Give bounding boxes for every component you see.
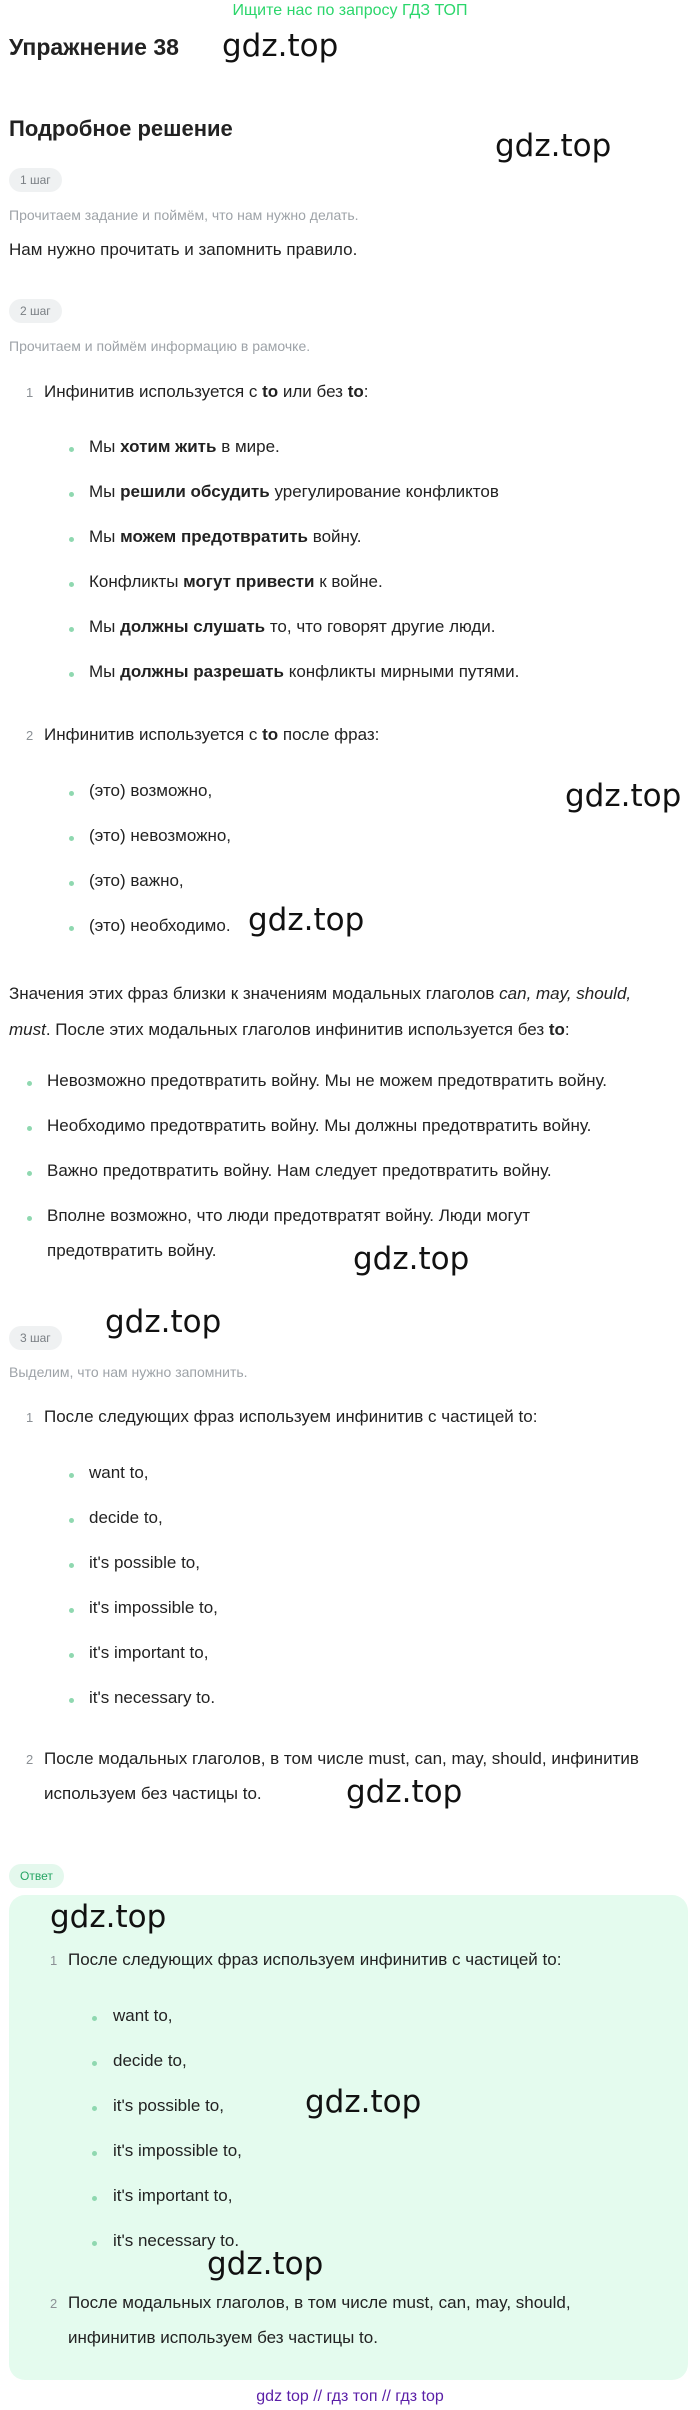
list-number: 1 — [26, 385, 34, 400]
list-item: want to, — [113, 2006, 173, 2025]
bullet — [92, 2241, 97, 2246]
section-title: Подробное решение — [9, 116, 233, 141]
footer-links[interactable]: gdz top // гдз топ // гдз top — [256, 2388, 444, 2405]
bullet — [92, 2106, 97, 2111]
bullet — [92, 2016, 97, 2021]
list-item-continued: предотвратить войну. — [47, 1241, 217, 1260]
list-item: Мы должны разрешать конфликты мирными путями. — [89, 662, 520, 681]
watermark: gdz.top — [50, 1899, 167, 1935]
modals-paragraph: Значения этих фраз близки к значениям модальных глаголов can, may, should, must. После этих модальных глаголов инфинитив используется без to: — [9, 984, 632, 1039]
watermark: gdz.top — [305, 2084, 422, 2120]
bullet — [27, 1171, 32, 1176]
rule-2-text-continued: используем без частицы to. — [44, 1784, 262, 1803]
step-1-hint: Прочитаем задание и поймём, что нам нужно делать. — [9, 207, 359, 223]
watermark: gdz.top — [346, 1774, 463, 1810]
list-item: (это) важно, — [89, 871, 184, 890]
bullet — [69, 537, 74, 542]
answer-rule-1-text: После следующих фраз используем инфинитив с частицей to: — [68, 1950, 562, 1969]
bullet — [27, 1126, 32, 1131]
list-item: it's important to, — [89, 1643, 209, 1662]
bullet — [69, 926, 74, 931]
rule-2-text: Инфинитив используется с to после фраз: — [44, 725, 380, 744]
list-number: 1 — [26, 1410, 34, 1425]
list-item: it's necessary to. — [113, 2231, 240, 2250]
list-item: it's impossible to, — [89, 1598, 218, 1617]
list-item: (это) невозможно, — [89, 826, 232, 845]
list-item: decide to, — [89, 1508, 163, 1527]
bullet — [69, 1563, 74, 1568]
watermark: gdz.top — [207, 2246, 324, 2282]
bullet — [69, 1473, 74, 1478]
list-item: it's impossible to, — [113, 2141, 242, 2160]
bullet — [92, 2151, 97, 2156]
bullet — [69, 836, 74, 841]
bullet — [92, 2196, 97, 2201]
watermark: gdz.top — [248, 902, 365, 938]
exercise-title: Упражнение 38 — [9, 34, 179, 60]
list-item: Мы решили обсудить урегулирование конфликтов — [89, 482, 499, 501]
bullet — [27, 1081, 32, 1086]
rule-1-text: Инфинитив используется с to или без to: — [44, 382, 369, 401]
step-2-badge: 2 шаг — [9, 299, 62, 323]
bullet — [69, 672, 74, 677]
bullet — [27, 1216, 32, 1221]
bullet — [92, 2061, 97, 2066]
list-item: Мы хотим жить в мире. — [89, 437, 280, 456]
bullet — [69, 791, 74, 796]
watermark: gdz.top — [495, 128, 612, 164]
bullet — [69, 582, 74, 587]
list-item: (это) необходимо. — [89, 916, 231, 935]
answer-badge: Ответ — [9, 1864, 64, 1888]
list-item: want to, — [89, 1463, 149, 1482]
rule-1-text: После следующих фраз используем инфинитив с частицей to: — [44, 1407, 538, 1426]
step-1-badge: 1 шаг — [9, 168, 62, 192]
bullet — [69, 881, 74, 886]
list-item: Необходимо предотвратить войну. Мы должны предотвратить войну. — [47, 1116, 592, 1135]
watermark: gdz.top — [222, 28, 339, 64]
list-number: 2 — [26, 1752, 34, 1767]
answer-rule-2-text-continued: инфинитив используем без частицы to. — [68, 2328, 378, 2347]
list-number: 1 — [50, 1953, 58, 1968]
list-item: it's important to, — [113, 2186, 233, 2205]
list-number: 2 — [26, 728, 34, 743]
step-3-hint: Выделим, что нам нужно запомнить. — [9, 1364, 248, 1380]
bullet — [69, 1518, 74, 1523]
list-number: 2 — [50, 2296, 58, 2311]
list-item: Мы можем предотвратить войну. — [89, 527, 362, 546]
bullet — [69, 1608, 74, 1613]
step-2-hint: Прочитаем и поймём информацию в рамочке. — [9, 338, 311, 354]
list-item: decide to, — [113, 2051, 187, 2070]
bullet — [69, 492, 74, 497]
list-item: it's necessary to. — [89, 1688, 216, 1707]
bullet — [69, 1653, 74, 1658]
list-item: Конфликты могут привести к войне. — [89, 572, 383, 591]
step-1-text: Нам нужно прочитать и запомнить правило. — [9, 240, 358, 259]
bullet — [69, 447, 74, 452]
list-item: (это) возможно, — [89, 781, 213, 800]
bullet — [69, 627, 74, 632]
watermark: gdz.top — [105, 1304, 222, 1340]
bullet — [69, 1698, 74, 1703]
step-3-badge: 3 шаг — [9, 1326, 62, 1350]
list-item: Мы должны слушать то, что говорят другие люди. — [89, 617, 496, 636]
rule-2-text: После модальных глаголов, в том числе must, can, may, should, инфинитив — [44, 1749, 639, 1768]
list-item: Вполне возможно, что люди предотвратят войну. Люди могут — [47, 1206, 531, 1225]
watermark: gdz.top — [353, 1241, 470, 1277]
list-item: Невозможно предотвратить войну. Мы не можем предотвратить войну. — [47, 1071, 607, 1090]
list-item: it's possible to, — [113, 2096, 224, 2115]
list-item: Важно предотвратить войну. Нам следует предотвратить войну. — [47, 1161, 552, 1180]
list-item: it's possible to, — [89, 1553, 200, 1572]
answer-rule-2-text: После модальных глаголов, в том числе must, can, may, should, — [68, 2293, 571, 2312]
watermark: gdz.top — [565, 778, 682, 814]
search-banner: Ищите нас по запросу ГДЗ ТОП — [232, 2, 468, 19]
